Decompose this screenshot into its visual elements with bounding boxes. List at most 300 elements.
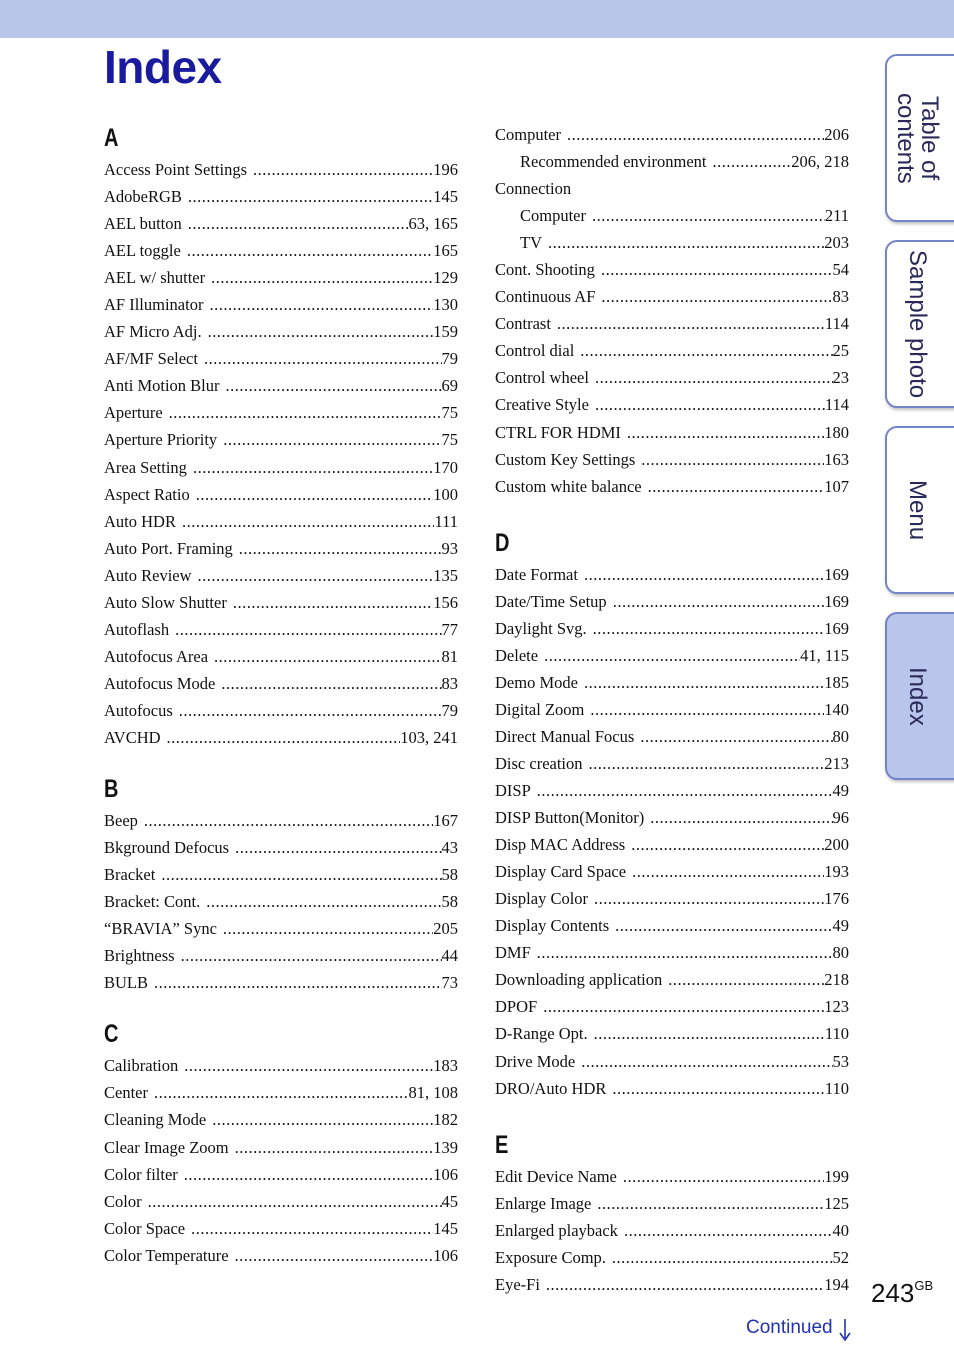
index-entry[interactable] [104,1215,458,1242]
entry-term: DISP [495,781,531,801]
entry-term: Bkground Defocus [104,838,230,858]
entry-term: Color filter [104,1164,178,1184]
index-entry[interactable] [104,861,458,888]
entry-pages: 139 [433,1137,458,1157]
entry-term: Display Contents [495,916,610,936]
index-entry[interactable] [495,229,849,256]
leader-dots [188,210,409,237]
tab-label: Table of contents [892,92,943,184]
entry-pages: 135 [433,565,458,585]
entry-pages: 163 [824,449,849,469]
leader-dots [148,1188,442,1215]
section-letter: B [104,775,119,804]
index-section [104,771,458,996]
index-entry[interactable] [104,1106,458,1133]
leader-dots [612,1244,833,1271]
leader-dots [615,912,832,939]
index-entry[interactable] [104,210,458,237]
index-entry[interactable] [104,264,458,291]
leader-dots [590,696,824,723]
entry-pages: 44 [441,946,458,966]
index-entry[interactable] [495,966,849,993]
entry-pages: 114 [824,395,849,415]
index-entry[interactable] [104,345,458,372]
index-entry[interactable] [495,310,849,337]
entry-term: Autoflash [104,619,170,639]
index-entry[interactable] [104,183,458,210]
index-entry[interactable] [495,364,849,391]
index-entry[interactable] [495,1271,849,1298]
entry-term: Contrast [495,314,551,334]
entry-term: Color [104,1191,142,1211]
index-entry[interactable] [495,642,849,669]
index-entry[interactable] [495,831,849,858]
index-entry[interactable] [495,669,849,696]
entry-term: AVCHD [104,727,161,747]
index-entry[interactable] [495,858,849,885]
index-entry[interactable] [495,337,849,364]
leader-dots [193,454,433,481]
entry-pages: 96 [832,808,849,828]
entry-pages: 169 [824,591,849,611]
leader-dots [175,616,441,643]
entry-pages: 129 [433,268,458,288]
entry-pages: 58 [441,865,458,885]
leader-dots [567,121,824,148]
leader-dots [154,1079,409,1106]
leader-dots [640,723,832,750]
entry-term: Direct Manual Focus [495,726,635,746]
entry-pages: 200 [824,835,849,855]
index-entry[interactable] [495,993,849,1020]
section-letter: C [104,1020,119,1049]
leader-dots [631,831,824,858]
index-entry[interactable] [495,419,849,446]
entry-pages: 49 [832,781,849,801]
leader-dots [592,202,825,229]
leader-dots [632,858,824,885]
entry-term: Daylight Svg. [495,618,587,638]
page-title: Index [104,41,222,93]
index-entry[interactable] [104,237,458,264]
entry-term: Aspect Ratio [104,484,190,504]
leader-dots [713,148,792,175]
index-entry[interactable] [495,202,849,229]
entry-term: Display Card Space [495,862,627,882]
entry-pages: 182 [433,1110,458,1130]
entry-term: Date/Time Setup [495,591,607,611]
index-entry[interactable] [495,1190,849,1217]
entry-pages: 63, 165 [408,214,458,234]
entry-pages: 199 [824,1166,849,1186]
entry-term: Eye-Fi [495,1274,540,1294]
entry-pages: 45 [441,1191,458,1211]
entry-term: Disp MAC Address [495,835,626,855]
entry-pages: 83 [832,287,849,307]
leader-dots [597,1190,824,1217]
entry-pages: 169 [824,564,849,584]
entry-pages: 100 [433,484,458,504]
index-entry[interactable] [104,670,458,697]
index-entry[interactable] [104,589,458,616]
leader-dots [594,1020,825,1047]
tab-label: Index [904,666,931,726]
index-entry[interactable] [104,942,458,969]
leader-dots [187,237,433,264]
entry-term: Auto Review [104,565,192,585]
leader-dots [169,399,442,426]
section-letter: D [495,528,510,557]
tab-index[interactable] [885,612,954,780]
entry-term: Bracket [104,865,156,885]
leader-dots [641,446,824,473]
leader-dots [584,669,824,696]
index-entry[interactable] [495,777,849,804]
entry-pages: 52 [832,1247,849,1267]
index-section [495,1127,849,1298]
leader-dots [584,561,824,588]
index-entry[interactable] [104,535,458,562]
entry-term: DPOF [495,997,538,1017]
leader-dots [235,1134,434,1161]
section-letter: E [495,1130,509,1159]
entry-pages: 54 [832,260,849,280]
index-entry[interactable] [495,391,849,418]
leader-dots [544,642,800,669]
entry-term: Autofocus [104,700,173,720]
leader-dots [601,256,833,283]
entry-term: Enlarge Image [495,1193,592,1213]
leader-dots [161,861,441,888]
page-number-suffix: GB [914,1278,934,1293]
entry-pages: 80 [832,726,849,746]
entry-pages: 185 [824,672,849,692]
leader-dots [668,966,824,993]
leader-dots [191,1215,433,1242]
entry-pages: 69 [441,376,458,396]
entry-term: Display Color [495,889,589,909]
index-entry[interactable] [495,696,849,723]
entry-term: D-Range Opt. [495,1024,588,1044]
leader-dots [253,156,433,183]
leader-dots [184,1161,433,1188]
index-entry[interactable] [495,939,849,966]
entry-pages: 75 [441,430,458,450]
entry-pages: 49 [832,916,849,936]
entry-term: Clear Image Zoom [104,1137,229,1157]
leader-dots [648,473,825,500]
continued-link[interactable]: Continued [746,1317,833,1338]
entry-pages: 75 [441,403,458,423]
index-entry[interactable] [104,616,458,643]
leader-dots [223,915,433,942]
leader-dots [613,588,825,615]
entry-term: Recommended environment [520,152,707,172]
index-entry[interactable] [104,481,458,508]
entry-term: Autofocus Mode [104,673,216,693]
index-entry[interactable] [104,399,458,426]
entry-term: DISP Button(Monitor) [495,808,645,828]
entry-pages: 93 [441,538,458,558]
tab-label: Menu [904,479,931,541]
entry-term: AdobeRGB [104,187,182,207]
entry-pages: 58 [441,892,458,912]
index-entry[interactable] [495,283,849,310]
index-entry[interactable] [104,1188,458,1215]
entry-term: AF Illuminator [104,295,204,315]
entry-term: Auto Port. Framing [104,538,233,558]
tab-label: Sample photo [904,249,931,399]
entry-term: Bracket: Cont. [104,892,201,912]
entry-term: Custom Key Settings [495,449,636,469]
page-number [871,1278,933,1309]
entry-term: Auto HDR [104,511,176,531]
entry-pages: 73 [441,973,458,993]
entry-pages: 107 [824,476,849,496]
index-section [495,525,849,1102]
index-section [495,121,849,500]
entry-term: Access Point Settings [104,160,247,179]
index-entry[interactable] [495,148,849,175]
index-entry[interactable] [104,562,458,589]
entry-term: Center [104,1083,148,1103]
leader-dots [627,419,824,446]
index-entry[interactable] [495,588,849,615]
entry-pages: 40 [832,1220,849,1240]
leader-dots [214,643,441,670]
entry-term: AEL toggle [104,241,181,261]
entry-term: Anti Motion Blur [104,376,220,396]
entry-term: Cleaning Mode [104,1110,207,1130]
entry-term: Computer [520,206,586,226]
entry-pages: 106 [433,1245,458,1265]
entry-pages: 111 [434,511,458,531]
index-entry[interactable] [495,804,849,831]
index-section [104,1016,458,1268]
entry-term: Color Space [104,1218,186,1238]
entry-pages: 83 [441,673,458,693]
entry-term: Brightness [104,946,175,966]
entry-pages: 170 [433,457,458,477]
leader-dots [546,1271,824,1298]
tab-table-of-contents[interactable] [885,54,954,222]
leader-dots [154,969,441,996]
entry-term: Computer [495,125,561,144]
index-entry[interactable] [104,643,458,670]
entry-term: DMF [495,943,531,963]
index-entry[interactable] [495,1163,849,1190]
entry-pages: 211 [824,206,849,226]
index-entry[interactable] [495,750,849,777]
entry-term: Calibration [104,1056,179,1076]
index-entry[interactable] [495,615,849,642]
index-entry [495,175,849,202]
index-entry[interactable] [495,256,849,283]
entry-pages: 106 [433,1164,458,1184]
entry-pages: 145 [433,187,458,207]
index-entry[interactable] [495,723,849,750]
entry-pages: 196 [433,160,458,179]
leader-dots [233,589,433,616]
index-entry[interactable] [104,508,458,535]
index-entry[interactable] [495,1075,849,1102]
entry-term: AEL button [104,214,182,234]
entry-term: Exposure Comp. [495,1247,606,1267]
entry-pages: 167 [433,811,458,831]
entry-term: TV [520,233,542,253]
entry-pages: 145 [433,1218,458,1238]
entry-pages: 159 [433,322,458,342]
leader-dots [589,750,825,777]
entry-pages: 110 [824,1024,849,1044]
entry-term: Connection [495,179,572,199]
entry-term: “BRAVIA” Sync [104,919,217,939]
entry-pages: 77 [441,619,458,639]
tab-menu[interactable] [885,426,954,594]
leader-dots [221,670,441,697]
entry-term: Edit Device Name [495,1166,617,1186]
index-entry[interactable] [104,888,458,915]
entry-term: AF Micro Adj. [104,322,202,342]
index-entry[interactable] [104,1079,458,1106]
entry-pages: 81, 108 [408,1083,458,1103]
index-entry[interactable] [104,1052,458,1079]
leader-dots [223,426,441,453]
entry-term: Demo Mode [495,672,578,692]
leader-dots [624,1217,833,1244]
entry-term: Creative Style [495,395,589,415]
index-entry[interactable] [495,446,849,473]
entry-pages: 130 [433,295,458,315]
entry-pages: 79 [441,349,458,369]
entry-pages: 81 [441,646,458,666]
entry-pages: 103, 241 [400,727,458,747]
leader-dots [181,942,442,969]
entry-pages: 206, 218 [791,152,849,172]
index-entry[interactable] [104,834,458,861]
index-entry[interactable] [104,318,458,345]
leader-dots [239,535,442,562]
entry-term: Control wheel [495,368,589,388]
entry-pages: 206 [824,125,849,144]
arrow-down-icon [838,1319,852,1341]
entry-term: AF/MF Select [104,349,198,369]
entry-pages: 23 [832,368,849,388]
entry-term: BULB [104,973,149,993]
leader-dots [198,562,434,589]
index-entry[interactable] [104,1242,458,1269]
entry-term: Beep [104,811,138,831]
entry-pages: 203 [824,233,849,253]
leader-dots [595,391,825,418]
leader-dots [208,318,434,345]
leader-dots [601,283,832,310]
leader-dots [212,1106,433,1133]
entry-pages: 140 [824,699,849,719]
leader-dots [179,697,442,724]
index-entry[interactable] [495,473,849,500]
entry-pages: 180 [824,422,849,442]
entry-term: Delete [495,645,539,665]
index-entry[interactable] [104,807,458,834]
index-entry[interactable] [104,426,458,453]
index-entry[interactable] [104,291,458,318]
leader-dots [537,939,833,966]
index-entry[interactable] [495,121,849,148]
index-entry[interactable] [495,885,849,912]
index-entry[interactable] [495,912,849,939]
entry-pages: 25 [832,341,849,361]
index-entry[interactable] [104,697,458,724]
index-entry[interactable] [495,561,849,588]
entry-term: Disc creation [495,753,583,773]
entry-pages: 205 [433,919,458,939]
entry-term: AEL w/ shutter [104,268,206,288]
entry-pages: 110 [824,1078,849,1098]
entry-pages: 193 [824,862,849,882]
entry-term: Aperture Priority [104,430,218,450]
leader-dots [594,885,824,912]
entry-term: Control dial [495,341,575,361]
entry-term: Custom white balance [495,476,642,496]
leader-dots [196,481,434,508]
entry-term: Continuous AF [495,287,596,307]
index-entry[interactable] [104,1161,458,1188]
entry-term: Auto Slow Shutter [104,592,227,612]
index-entry[interactable] [495,1048,849,1075]
leader-dots [650,804,832,831]
index-entry[interactable] [104,156,458,183]
leader-dots [188,183,433,210]
index-entry[interactable] [104,724,458,751]
leader-dots [595,364,833,391]
index-entry[interactable] [495,1217,849,1244]
leader-dots [209,291,433,318]
entry-pages: 125 [824,1193,849,1213]
entry-pages: 79 [441,700,458,720]
index-entry[interactable] [104,454,458,481]
entry-term: Enlarged playback [495,1220,618,1240]
index-entry[interactable] [104,969,458,996]
leader-dots [543,993,824,1020]
page-number-value: 243 [871,1278,915,1308]
index-entry[interactable] [495,1020,849,1047]
entry-pages: 43 [441,838,458,858]
index-entry[interactable] [104,915,458,942]
entry-term: DRO/Auto HDR [495,1078,607,1098]
leader-dots [612,1075,824,1102]
entry-term: Downloading application [495,970,663,990]
entry-pages: 156 [433,592,458,612]
index-entry[interactable] [104,1134,458,1161]
leader-dots [593,615,825,642]
index-entry[interactable] [495,1244,849,1271]
entry-term: Color Temperature [104,1245,229,1265]
tab-sample-photo[interactable] [885,240,954,408]
leader-dots [537,777,833,804]
leader-dots [206,888,441,915]
entry-pages: 80 [832,943,849,963]
entry-pages: 165 [433,241,458,261]
leader-dots [548,229,824,256]
leader-dots [235,834,441,861]
section-letter: A [104,124,119,152]
leader-dots [211,264,433,291]
index-entry[interactable] [104,372,458,399]
leader-dots [167,724,401,751]
leader-dots [580,337,832,364]
entry-pages: 169 [824,618,849,638]
